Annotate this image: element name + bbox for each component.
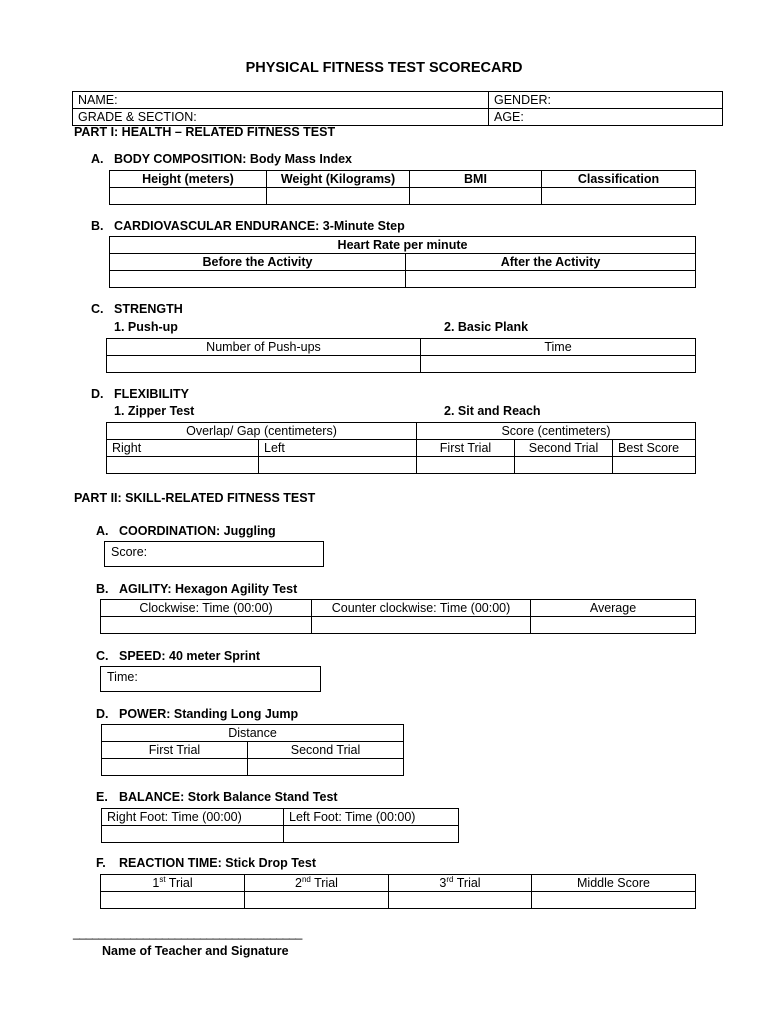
counter-clockwise-cell[interactable]	[312, 617, 531, 634]
pushups-header: Number of Push-ups	[107, 339, 421, 356]
after-activity-cell[interactable]	[406, 271, 696, 288]
signature-line[interactable]: ____________________________________	[73, 926, 302, 940]
coordination-letter: A.	[96, 524, 109, 538]
right-foot-header: Right Foot: Time (00:00)	[102, 809, 284, 826]
page-title: PHYSICAL FITNESS TEST SCORECARD	[245, 60, 523, 76]
reaction-trial-3-cell[interactable]	[389, 892, 532, 909]
height-header: Height (meters)	[110, 171, 267, 188]
grade-section-field[interactable]: GRADE & SECTION:	[73, 109, 489, 126]
jump-second-trial-header: Second Trial	[248, 742, 404, 759]
body-composition-title: BODY COMPOSITION: Body Mass Index	[114, 152, 353, 166]
first-trial-header: First Trial	[417, 440, 515, 457]
classification-header: Classification	[542, 171, 696, 188]
agility-title: AGILITY: Hexagon Agility Test	[119, 582, 298, 596]
best-score-cell[interactable]	[613, 457, 696, 474]
sit-reach-subtitle: 2. Sit and Reach	[444, 404, 541, 418]
reaction-trial-3-header: 3rd Trial	[389, 875, 532, 892]
heart-rate-header: Heart Rate per minute	[110, 237, 696, 254]
average-cell[interactable]	[531, 617, 696, 634]
counter-clockwise-header: Counter clockwise: Time (00:00)	[312, 600, 531, 617]
strength-title: STRENGTH	[114, 302, 183, 316]
agility-table	[100, 599, 696, 634]
coordination-title: COORDINATION: Juggling	[119, 524, 276, 538]
agility-letter: B.	[96, 582, 109, 596]
weight-header: Weight (Kilograms)	[267, 171, 410, 188]
right-cell[interactable]	[107, 457, 259, 474]
jump-first-trial-cell[interactable]	[102, 759, 248, 776]
left-foot-header: Left Foot: Time (00:00)	[284, 809, 459, 826]
first-trial-cell[interactable]	[417, 457, 515, 474]
after-activity-header: After the Activity	[406, 254, 696, 271]
power-title: POWER: Standing Long Jump	[119, 707, 299, 721]
gender-field[interactable]: GENDER:	[489, 92, 723, 109]
reaction-trial-1-header: 1st Trial	[101, 875, 245, 892]
cardio-letter: B.	[91, 219, 104, 233]
clockwise-header: Clockwise: Time (00:00)	[101, 600, 312, 617]
plank-time-header: Time	[421, 339, 696, 356]
reaction-trial-1-cell[interactable]	[101, 892, 245, 909]
sit-reach-score-header: Score (centimeters)	[417, 423, 696, 440]
reaction-trial-2-header: 2nd Trial	[245, 875, 389, 892]
heart-rate-table	[109, 236, 696, 288]
student-info-table	[72, 91, 723, 126]
before-activity-header: Before the Activity	[110, 254, 406, 271]
middle-score-header: Middle Score	[532, 875, 696, 892]
zipper-subtitle: 1. Zipper Test	[114, 404, 195, 418]
best-score-header: Best Score	[613, 440, 696, 457]
sprint-time-label: Time:	[107, 670, 138, 684]
strength-letter: C.	[91, 302, 104, 316]
reaction-title: REACTION TIME: Stick Drop Test	[119, 856, 317, 870]
balance-letter: E.	[96, 790, 108, 804]
name-field[interactable]: NAME:	[73, 92, 489, 109]
bmi-table	[109, 170, 696, 205]
part1-heading: PART I: HEALTH – RELATED FITNESS TEST	[74, 125, 336, 139]
juggling-score-label: Score:	[111, 545, 148, 559]
clockwise-cell[interactable]	[101, 617, 312, 634]
signature-label: Name of Teacher and Signature	[102, 944, 289, 958]
right-header: Right	[107, 440, 259, 457]
middle-score-cell[interactable]	[532, 892, 696, 909]
overlap-gap-header: Overlap/ Gap (centimeters)	[107, 423, 417, 440]
pushup-subtitle: 1. Push-up	[114, 320, 178, 334]
strength-table	[106, 338, 696, 373]
average-header: Average	[531, 600, 696, 617]
height-cell[interactable]	[110, 188, 267, 205]
plank-subtitle: 2. Basic Plank	[444, 320, 529, 334]
plank-time-cell[interactable]	[421, 356, 696, 373]
classification-cell[interactable]	[542, 188, 696, 205]
reaction-trial-2-cell[interactable]	[245, 892, 389, 909]
speed-title: SPEED: 40 meter Sprint	[119, 649, 261, 663]
weight-cell[interactable]	[267, 188, 410, 205]
body-composition-letter: A.	[91, 152, 104, 166]
flexibility-letter: D.	[91, 387, 104, 401]
reaction-table	[100, 874, 696, 909]
balance-table	[101, 808, 459, 843]
distance-header: Distance	[102, 725, 404, 742]
pushups-cell[interactable]	[107, 356, 421, 373]
second-trial-header: Second Trial	[515, 440, 613, 457]
reaction-letter: F.	[96, 856, 106, 870]
age-field[interactable]: AGE:	[489, 109, 723, 126]
bmi-header: BMI	[410, 171, 542, 188]
left-header: Left	[259, 440, 417, 457]
second-trial-cell[interactable]	[515, 457, 613, 474]
sprint-time-field[interactable]	[100, 666, 321, 692]
right-foot-cell[interactable]	[102, 826, 284, 843]
bmi-cell[interactable]	[410, 188, 542, 205]
jump-second-trial-cell[interactable]	[248, 759, 404, 776]
part2-heading: PART II: SKILL-RELATED FITNESS TEST	[74, 491, 316, 505]
left-foot-cell[interactable]	[284, 826, 459, 843]
jump-first-trial-header: First Trial	[102, 742, 248, 759]
long-jump-table	[101, 724, 404, 776]
flexibility-title: FLEXIBILITY	[114, 387, 189, 401]
cardio-title: CARDIOVASCULAR ENDURANCE: 3-Minute Step	[114, 219, 405, 233]
speed-letter: C.	[96, 649, 109, 663]
balance-title: BALANCE: Stork Balance Stand Test	[119, 790, 338, 804]
left-cell[interactable]	[259, 457, 417, 474]
flexibility-table	[106, 422, 696, 474]
before-activity-cell[interactable]	[110, 271, 406, 288]
juggling-score-field[interactable]	[104, 541, 324, 567]
power-letter: D.	[96, 707, 109, 721]
